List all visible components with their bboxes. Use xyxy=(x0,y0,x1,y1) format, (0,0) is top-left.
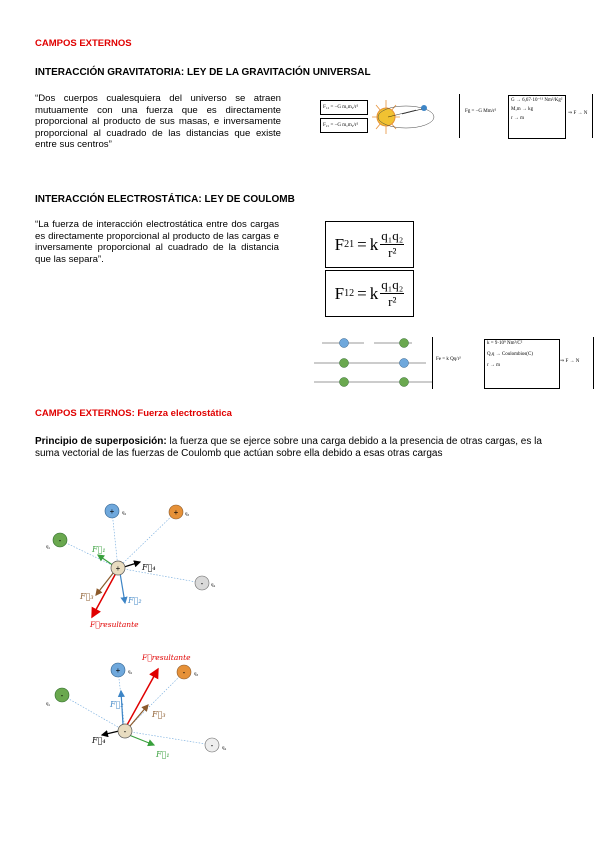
f21-denominator: r² xyxy=(388,245,397,260)
gravity-figure xyxy=(320,92,595,140)
svg-text:+: + xyxy=(115,564,121,573)
svg-text:+: + xyxy=(109,507,115,516)
coulomb-formula-f12: F 12 = k $\frac{\text{q₁q₂}}{\text{r²}}$ xyxy=(325,270,414,317)
f12-denominator: r² xyxy=(388,294,397,309)
coulomb-units-box xyxy=(484,339,560,389)
label-q4: q₄ xyxy=(211,583,216,588)
grav-unit-r: r → m xyxy=(511,116,525,121)
bracket-line-right xyxy=(592,94,593,138)
superposition-diagram-1 xyxy=(30,495,250,635)
svg-text:-: - xyxy=(60,691,64,700)
sun-earth-sketch xyxy=(372,92,440,140)
grav-result: ⇒ F → N xyxy=(568,111,588,116)
label-q3: q₃ xyxy=(185,512,190,517)
force-f1 xyxy=(129,735,154,745)
f21-symbol: F xyxy=(334,234,345,254)
superposition-label: Principio de superposición: xyxy=(35,436,167,447)
svg-text:-: - xyxy=(123,727,127,736)
label-q2: q₂ xyxy=(122,511,127,516)
heading-coulomb: INTERACCIÓN ELECTROSTÁTICA: LEY DE COULOMB xyxy=(35,194,295,205)
label-f4: F⃗₄ xyxy=(92,736,106,745)
force-f1 xyxy=(98,555,114,566)
heading-gravitacion: INTERACCIÓN GRAVITATORIA: LEY DE LA GRAVITACIÓN UNIVERSAL xyxy=(35,67,371,78)
label-q3: q₃ xyxy=(194,672,199,677)
bracket-left xyxy=(432,337,433,389)
coulomb-charges-figure xyxy=(314,335,595,391)
svg-text:+: + xyxy=(173,508,179,517)
superposition-paragraph xyxy=(35,436,565,460)
grav-units-box xyxy=(508,95,566,139)
grav-formula-box-1: F₁₂ = −G m₁m₂/r² xyxy=(320,100,368,115)
f21-k: k xyxy=(369,234,379,254)
force-f3 xyxy=(96,572,114,595)
section-title-fuerza-electrostatica: CAMPOS EXTERNOS: Fuerza electrostática xyxy=(35,408,232,419)
label-f1: F⃗₁ xyxy=(156,750,170,759)
coulomb-result: ⇒ F → N xyxy=(560,359,580,364)
label-q2: q₂ xyxy=(128,670,133,675)
bracket-line xyxy=(459,94,460,138)
svg-text:-: - xyxy=(182,668,186,677)
label-q1: q₁ xyxy=(46,545,51,550)
label-f3: F⃗₃ xyxy=(80,592,94,601)
coulomb-formula-f21: F 21 = k $\frac{\text{q₁q₂}}{\text{r²}}$ xyxy=(325,221,414,268)
force-resultant xyxy=(92,573,116,617)
f12-numerator: q₁q₂ xyxy=(381,277,404,292)
quote-coulomb: “La fuerza de interacción electrostática entre dos cargas es directamente proporcional al producto de las cargas e inversamente proporcional al cuadrado de la distancia que las separa”. xyxy=(35,219,279,265)
quote-gravitacion: “Dos cuerpos cualesquiera del universo se atraen mutuamente con una fuerza que es directamente proporcional al producto de sus masas, e inversamente proporcional al cuadrado de las distancias que existe entre sus centros” xyxy=(35,93,281,151)
grav-unit-g: G → 6,67·10⁻¹¹ Nm²/Kg² xyxy=(511,98,563,103)
f12-symbol: F xyxy=(334,283,345,303)
dashed-lines-1 xyxy=(60,511,202,583)
svg-text:-: - xyxy=(58,536,62,545)
label-f2: F⃗₂ xyxy=(110,700,124,709)
f12-k: k xyxy=(369,283,379,303)
coulomb-general-formula: Fe = k Qq/r² xyxy=(436,357,461,362)
superposition-diagram-2 xyxy=(30,645,250,775)
svg-text:-: - xyxy=(200,579,204,588)
coulomb-unit-q: Q,q → Coulombios(C) xyxy=(487,352,533,357)
coulomb-unit-r: r → m xyxy=(487,363,501,368)
force-f4 xyxy=(124,562,140,567)
superposition-text: la fuerza que se ejerce sobre una carga debido a la presencia de otras cargas, es la suma vectorial de las fuerzas de Coulomb que actúan sobre ella debido a esas otras cargas xyxy=(35,436,542,459)
f21-numerator: q₁q₂ xyxy=(381,228,404,243)
grav-formula-box-2: F₂₁ = −G m₁m₂/r² xyxy=(320,118,368,133)
grav-unit-m: M,m → kg xyxy=(511,107,534,112)
label-q1: q₁ xyxy=(46,702,51,707)
svg-text:+: + xyxy=(115,666,121,675)
label-resultant: F⃗resultante xyxy=(90,620,139,629)
label-f1: F⃗₁ xyxy=(92,545,106,554)
label-f3: F⃗₃ xyxy=(152,710,166,719)
label-q4: q₄ xyxy=(222,746,227,751)
f12-subscript: 12 xyxy=(344,288,355,299)
bracket-right xyxy=(593,337,594,389)
force-f2 xyxy=(120,573,125,603)
label-f2: F⃗₂ xyxy=(128,596,142,605)
section-title-campos-externos: CAMPOS EXTERNOS xyxy=(35,38,132,49)
f21-subscript: 21 xyxy=(344,239,355,250)
grav-general-formula: Fg = −G Mm/r² xyxy=(465,109,497,114)
svg-text:-: - xyxy=(210,741,214,750)
label-f4: F⃗₄ xyxy=(142,563,156,572)
label-resultant: F⃗resultante xyxy=(142,653,191,662)
force-f4 xyxy=(102,731,119,735)
charges-sketch xyxy=(314,335,434,391)
coulomb-unit-k: k = 9·10⁹ Nm²/C² xyxy=(487,341,523,346)
